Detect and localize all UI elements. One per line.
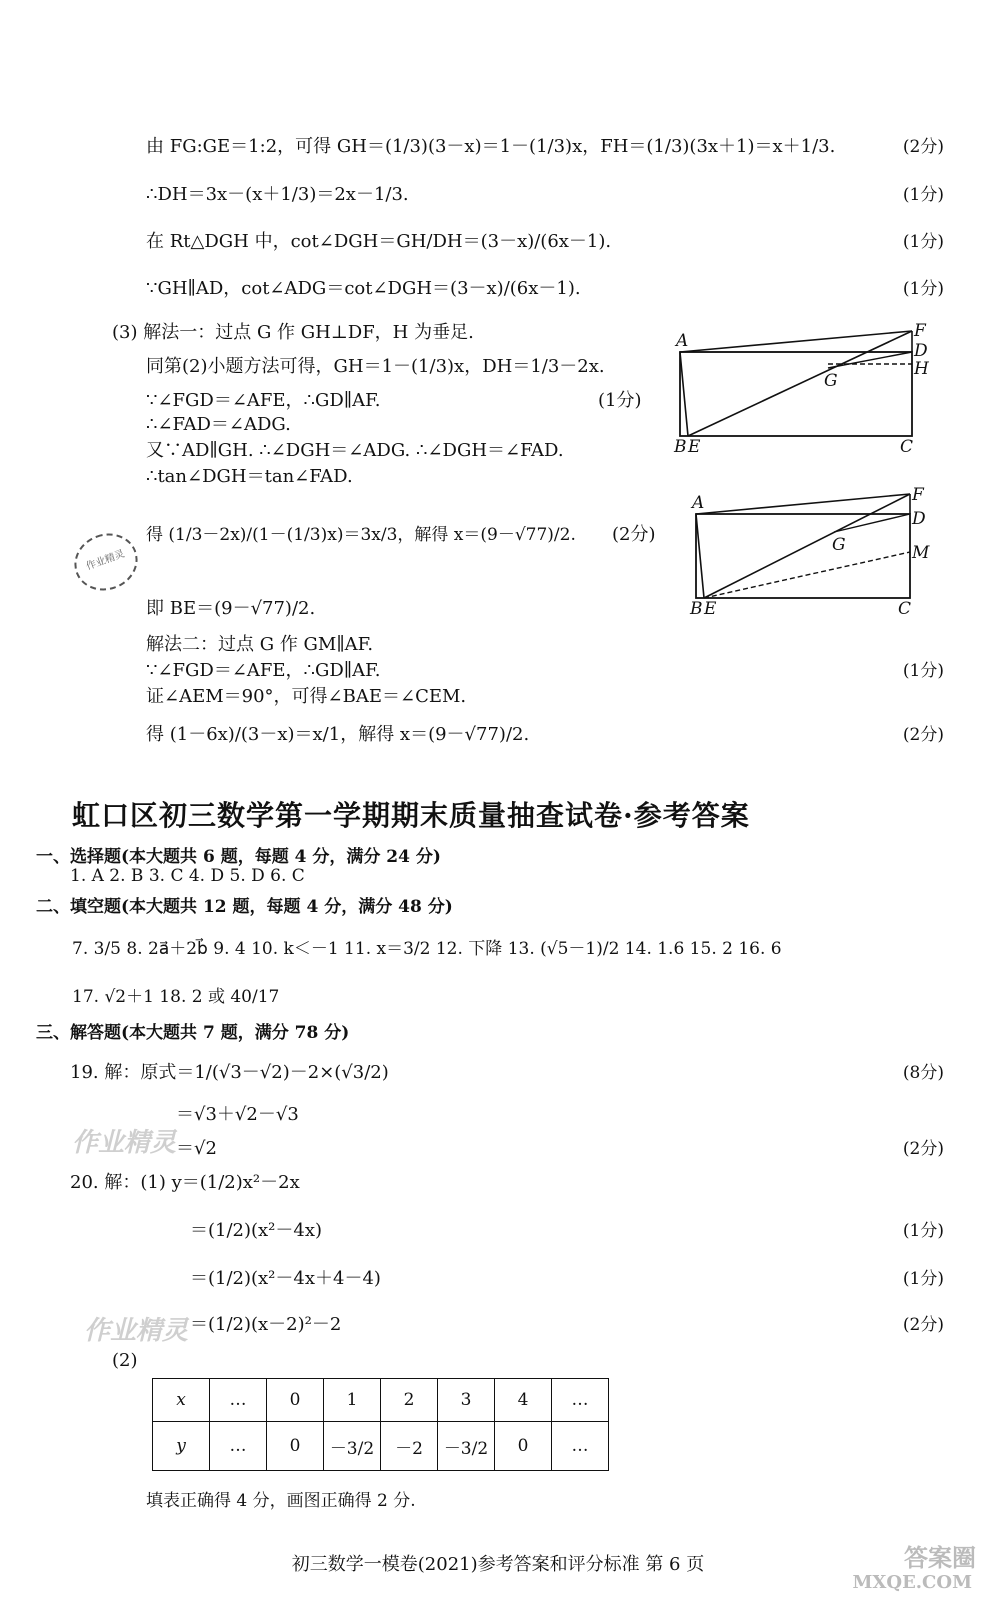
- q20-line: ＝(1/2)(x²－4x): [190, 1220, 323, 1241]
- table-cell: x: [153, 1379, 210, 1422]
- table-row: [153, 1379, 609, 1422]
- label-c: C: [898, 599, 912, 619]
- solution-line: 同第(2)小题方法可得，GH＝1－(1/3)x，DH＝1/3－2x.: [146, 356, 605, 377]
- label-a: A: [676, 331, 689, 351]
- solution-line: 在 Rt△DGH 中，cot∠DGH＝GH/DH＝(3－x)/(6x－1).: [146, 231, 612, 252]
- choice-answers: 1. A 2. B 3. C 4. D 5. D 6. C: [70, 866, 305, 886]
- solution-line: 即 BE＝(9－√77)/2.: [146, 598, 316, 619]
- geometry-figure-2: [684, 480, 944, 620]
- solution-line: 又∵AD∥GH. ∴∠DGH＝∠ADG. ∴∠DGH＝∠FAD.: [146, 440, 564, 461]
- score-mark: (2分): [902, 1315, 944, 1335]
- table-cell: …: [552, 1379, 609, 1422]
- solution-line: ∴tan∠DGH＝tan∠FAD.: [146, 466, 353, 487]
- score-mark: (2分): [902, 137, 944, 157]
- label-d: D: [912, 509, 926, 529]
- table-cell: …: [210, 1379, 267, 1422]
- table-cell: 4: [495, 1379, 552, 1422]
- table-cell: －3/2: [324, 1422, 381, 1471]
- table-cell: －2: [381, 1422, 438, 1471]
- q19-line: ＝√2: [176, 1138, 217, 1159]
- score-mark: (1分): [902, 185, 944, 205]
- q20-line: ＝(1/2)(x²－4x＋4－4): [190, 1268, 381, 1289]
- watermark: 作业精灵: [72, 1128, 177, 1158]
- score-mark: (1分): [902, 1221, 944, 1241]
- segment-gd: [834, 514, 910, 532]
- value-table: [152, 1378, 609, 1471]
- solution-line: ∵∠FGD＝∠AFE，∴GD∥AF.: [146, 660, 381, 681]
- label-e: E: [688, 437, 701, 457]
- table-cell: 1: [324, 1379, 381, 1422]
- solution-line: ∴∠FAD＝∠ADG.: [146, 414, 291, 435]
- label-e: E: [704, 599, 717, 619]
- stamp-seal: 作业精灵: [66, 525, 145, 600]
- q19-line: 19. 解：原式＝1/(√3－√2)－2×(√3/2): [70, 1062, 389, 1083]
- fill-answers-line-1: 7. 3/5 8. 2a⃗＋2b⃗ 9. 4 10. k＜－1 11. x＝3/2 12. 下降 13. (√5－1)/2 14. 1.6 15. 2 16. 6: [72, 939, 782, 959]
- corner-watermark-logo: 答案圈: [904, 1543, 976, 1572]
- watermark: 作业精灵: [84, 1316, 189, 1346]
- score-mark: (1分): [902, 232, 944, 252]
- label-g: G: [824, 371, 838, 391]
- label-c: C: [900, 437, 914, 457]
- score-mark: (1分): [902, 1269, 944, 1289]
- label-f: F: [914, 321, 926, 341]
- table-cell: …: [210, 1422, 267, 1471]
- label-d: D: [914, 341, 928, 361]
- table-cell: y: [153, 1422, 210, 1471]
- q20-part2-label: (2): [112, 1350, 138, 1371]
- table-cell: 0: [267, 1422, 324, 1471]
- solution-line: 证∠AEM＝90°，可得∠BAE＝∠CEM.: [146, 686, 467, 707]
- label-b: B: [690, 599, 703, 619]
- section-heading-choice: 一、选择题(本大题共 6 题，每题 4 分，满分 24 分): [36, 847, 441, 867]
- section-heading-solve: 三、解答题(本大题共 7 题，满分 78 分): [36, 1023, 350, 1043]
- score-mark: (1分): [902, 279, 944, 299]
- solution-line: 解法二：过点 G 作 GM∥AF.: [146, 634, 374, 655]
- segment-ae: [696, 514, 704, 598]
- q20-line: 20. 解：(1) y＝(1/2)x²－2x: [70, 1172, 300, 1193]
- section-heading-fill: 二、填空题(本大题共 12 题，每题 4 分，满分 48 分): [36, 897, 453, 917]
- solution-line: 得 (1－6x)/(3－x)＝x/1，解得 x＝(9－√77)/2.: [146, 724, 530, 745]
- score-mark: (2分): [902, 1139, 944, 1159]
- segment-ae: [680, 352, 688, 436]
- table-cell: －3/2: [438, 1422, 495, 1471]
- solution-line: ∵GH∥AD，cot∠ADG＝cot∠DGH＝(3－x)/(6x－1).: [146, 278, 581, 299]
- score-mark: (8分): [902, 1063, 944, 1083]
- solution-line: 得 (1/3－2x)/(1－(1/3)x)＝3x/3，解得 x＝(9－√77)/2.: [146, 525, 576, 545]
- label-h: H: [914, 359, 929, 379]
- segment-af: [680, 331, 912, 352]
- solution-line: ∴DH＝3x－(x＋1/3)＝2x－1/3.: [146, 184, 409, 205]
- score-mark: (1分): [902, 661, 944, 681]
- label-f: F: [912, 485, 924, 505]
- corner-watermark-url: MXQE.COM: [852, 1572, 972, 1593]
- table-cell: 0: [267, 1379, 324, 1422]
- q20-line: ＝(1/2)(x－2)²－2: [190, 1314, 342, 1335]
- table-row: [153, 1422, 609, 1471]
- solution-line: (3) 解法一：过点 G 作 GH⊥DF，H 为垂足.: [112, 322, 474, 343]
- table-cell: 2: [381, 1379, 438, 1422]
- score-mark: (2分): [902, 725, 944, 745]
- score-mark: (1分): [598, 390, 642, 411]
- q19-line: ＝√3＋√2－√3: [176, 1104, 299, 1125]
- segment-gd: [828, 352, 912, 368]
- solution-line: 由 FG:GE＝1:2，可得 GH＝(1/3)(3－x)＝1－(1/3)x，FH＝(1/3)(3x＋1)＝x＋1/3.: [146, 136, 836, 157]
- answer-key-title: 虹口区初三数学第一学期期末质量抽查试卷·参考答案: [72, 799, 750, 832]
- label-m: M: [912, 543, 930, 563]
- page-footer: 初三数学一模卷(2021)参考答案和评分标准 第 6 页: [291, 1554, 705, 1575]
- solution-line: ∵∠FGD＝∠AFE，∴GD∥AF.: [146, 390, 381, 411]
- score-mark: (2分): [612, 524, 656, 545]
- segment-ef: [688, 331, 912, 436]
- fill-answers-line-2: 17. √2＋1 18. 2 或 40/17: [72, 987, 280, 1007]
- label-a: A: [692, 493, 705, 513]
- segment-em-dashed: [704, 552, 910, 598]
- table-cell: …: [552, 1422, 609, 1471]
- table-cell: 3: [438, 1379, 495, 1422]
- label-g: G: [832, 535, 846, 555]
- geometry-figure-1: [668, 318, 938, 458]
- label-b: B: [674, 437, 687, 457]
- grading-note: 填表正确得 4 分，画图正确得 2 分.: [146, 1491, 416, 1511]
- table-cell: 0: [495, 1422, 552, 1471]
